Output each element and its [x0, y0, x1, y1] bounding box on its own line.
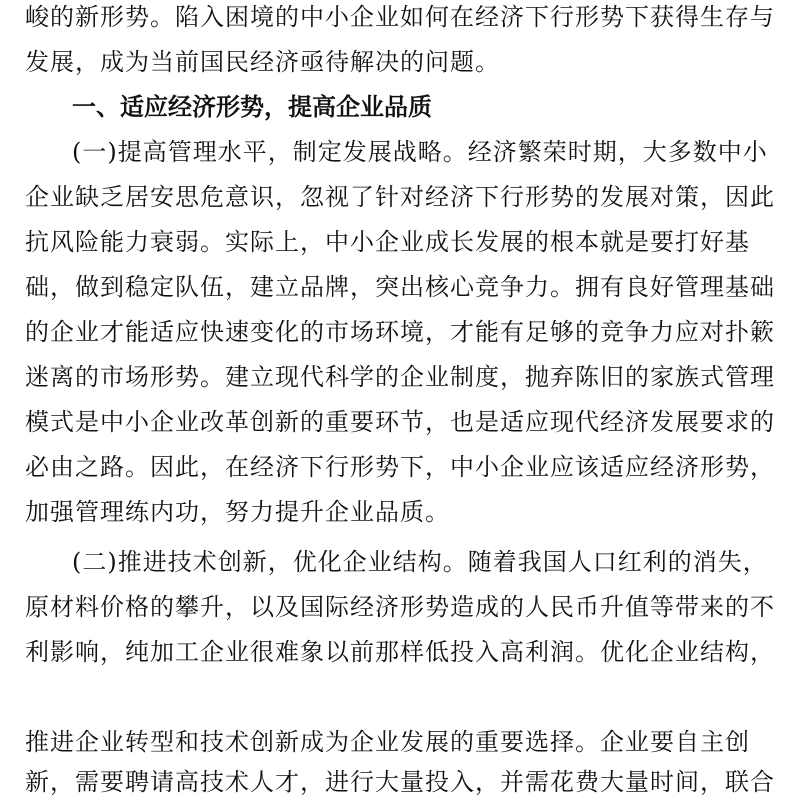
body-text-line: 推进企业转型和技术创新成为企业发展的重要选择。企业要自主创: [25, 728, 750, 756]
section-heading: 一、适应经济形势，提高企业品质: [72, 93, 432, 121]
body-text-line: 模式是中小企业改革创新的重要环节，也是适应现代经济发展要求的: [25, 408, 775, 436]
subsection-first-line: (一)提高管理水平，制定发展战略。经济繁荣时期，大多数中小: [72, 138, 768, 166]
body-text-line: 原材料价格的攀升，以及国际经济形势造成的人民币升值等带来的不: [25, 593, 775, 621]
body-text-line: 发展，成为当前国民经济亟待解决的问题。: [25, 48, 500, 76]
body-text-line: 加强管理练内功，努力提升企业品质。: [25, 498, 450, 526]
body-text-line: 利影响，纯加工企业很难象以前那样低投入高利润。优化企业结构，: [25, 638, 775, 666]
body-text-line: 企业缺乏居安思危意识，忽视了针对经济下行形势的发展对策，因此: [25, 183, 775, 211]
body-text-line: 新，需要聘请高技术人才，进行大量投入，并需花费大量时间，联合: [25, 768, 775, 796]
body-text-line: 的企业才能适应快速变化的市场环境，才能有足够的竞争力应对扑簌: [25, 318, 775, 346]
body-text-line: 必由之路。因此，在经济下行形势下，中小企业应该适应经济形势，: [25, 453, 775, 481]
body-text-line: 础，做到稳定队伍，建立品牌，突出核心竞争力。拥有良好管理基础: [25, 273, 775, 301]
body-text-line: 抗风险能力衰弱。实际上，中小企业成长发展的根本就是要打好基: [25, 228, 750, 256]
subsection-first-line: (二)推进技术创新，优化企业结构。随着我国人口红利的消失，: [72, 548, 768, 576]
body-text-line: 峻的新形势。陷入困境的中小企业如何在经济下行形势下获得生存与: [25, 3, 775, 31]
body-text-line: 迷离的市场形势。建立现代科学的企业制度，抛弃陈旧的家族式管理: [25, 363, 775, 391]
